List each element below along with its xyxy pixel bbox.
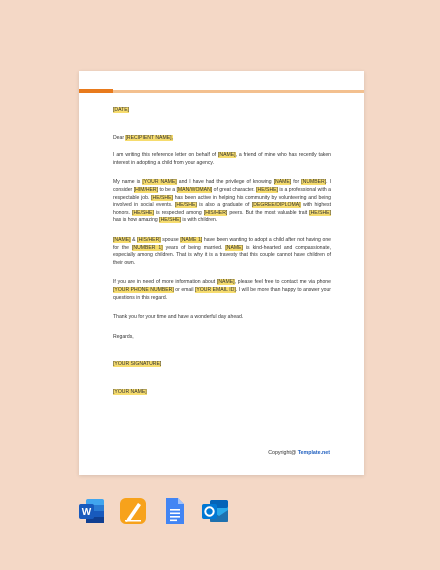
text: If you are in need of more information about: [113, 279, 217, 286]
word-icon[interactable]: [78, 497, 106, 525]
header-accent: [79, 89, 113, 93]
placeholder: [HE/SHE]: [159, 217, 181, 224]
paragraph-4: [113, 279, 331, 302]
text: is a professional with a respectable job.: [113, 186, 331, 201]
text: is respected among: [153, 209, 204, 216]
paragraph-2: [113, 179, 331, 225]
svg-text:W: W: [81, 507, 92, 518]
recipient-placeholder: [RECIPIENT NAME],: [125, 134, 173, 141]
placeholder: [NAME]: [218, 152, 236, 159]
placeholder: [NUMBER 1]: [131, 244, 163, 251]
placeholder: [HE/SHE]: [175, 202, 197, 209]
text: &: [130, 236, 138, 243]
name-line: [113, 389, 331, 397]
letter-page: [79, 71, 364, 475]
text: spouse: [160, 236, 181, 243]
placeholder: [NAME]: [225, 244, 243, 251]
text: or email: [173, 286, 196, 293]
placeholder: [DEGREE/DIPLOMA]: [251, 202, 301, 209]
text: and I have had the privilege of knowing: [176, 179, 274, 186]
text: I am writing this reference letter on behalf of: [113, 152, 218, 159]
text: have been wanting to adopt a child after not having one for the: [113, 236, 331, 251]
salutation-text: Dear: [113, 134, 126, 141]
text: , a friend of mine who has recently taken interest in adopting a child from your agency.: [113, 152, 331, 166]
google-docs-icon[interactable]: [160, 497, 188, 525]
placeholder: [NAME]: [113, 236, 131, 243]
app-icon-row: [78, 497, 229, 525]
brand-link[interactable]: Template.net: [297, 450, 330, 456]
salutation: [113, 135, 331, 143]
text: My name is: [113, 179, 143, 186]
copyright-footer: [268, 450, 330, 456]
placeholder: [HIS/HER]: [203, 209, 228, 216]
placeholder: [HE/SHE]: [151, 194, 173, 201]
placeholder: [HE/SHE]: [256, 186, 278, 193]
text: is kind-hearted and compassionate, especially among children. That is why it is a travesty that this couple cannot have children of their own.: [113, 244, 331, 266]
text: to be a: [158, 186, 177, 193]
text: with highest honors.: [113, 202, 331, 216]
pages-icon[interactable]: [119, 497, 147, 525]
text: is with children.: [180, 217, 218, 224]
placeholder: [HE/SHE]: [309, 209, 331, 216]
text: , please feel free to contact me via phone: [234, 279, 331, 286]
header-rule: [79, 90, 364, 93]
placeholder: [NAME]: [273, 179, 292, 186]
signature-line: [113, 361, 331, 369]
letter-body: [113, 107, 331, 396]
signature-placeholder: [YOUR SIGNATURE]: [113, 361, 162, 368]
text: of great character.: [212, 186, 257, 193]
placeholder: [HIS/HER]: [137, 236, 161, 243]
date-line: [113, 107, 331, 115]
text: . I consider: [113, 179, 332, 193]
date-placeholder: [DATE]: [113, 107, 130, 113]
placeholder: [YOUR NAME]: [142, 179, 177, 186]
placeholder: [YOUR EMAIL ID]: [195, 286, 236, 293]
placeholder: [NAME 1]: [180, 236, 203, 243]
closing: Regards,: [113, 333, 134, 340]
placeholder: [NUMBER]: [301, 179, 327, 186]
text: has is how amazing: [113, 217, 160, 224]
copyright-text: Copyright@: [268, 450, 298, 456]
placeholder: [HIM/HER]: [133, 186, 159, 193]
text: for: [291, 179, 302, 186]
text: peers. But the most valuable trait: [227, 209, 310, 216]
name-placeholder: [YOUR NAME]: [113, 388, 147, 395]
paragraph-1: [113, 152, 331, 167]
text: is also a graduate of: [196, 202, 252, 209]
text: . I will be more than happy to answer your questions in this regard.: [113, 286, 331, 301]
placeholder: [NAME]: [216, 279, 235, 286]
paragraph-5: Thank you for your time and have a wonderful day ahead.: [113, 314, 244, 321]
placeholder: [MAN/WOMAN]: [176, 186, 213, 193]
text: years of being married.: [162, 244, 226, 251]
paragraph-3: [113, 237, 331, 267]
text: has been active in helping his community by volunteering and being involved in social events.: [113, 194, 331, 209]
placeholder: [YOUR PHONE NUMBER]: [113, 286, 174, 293]
outlook-icon[interactable]: [201, 497, 229, 525]
placeholder: [HE/SHE]: [132, 209, 154, 216]
